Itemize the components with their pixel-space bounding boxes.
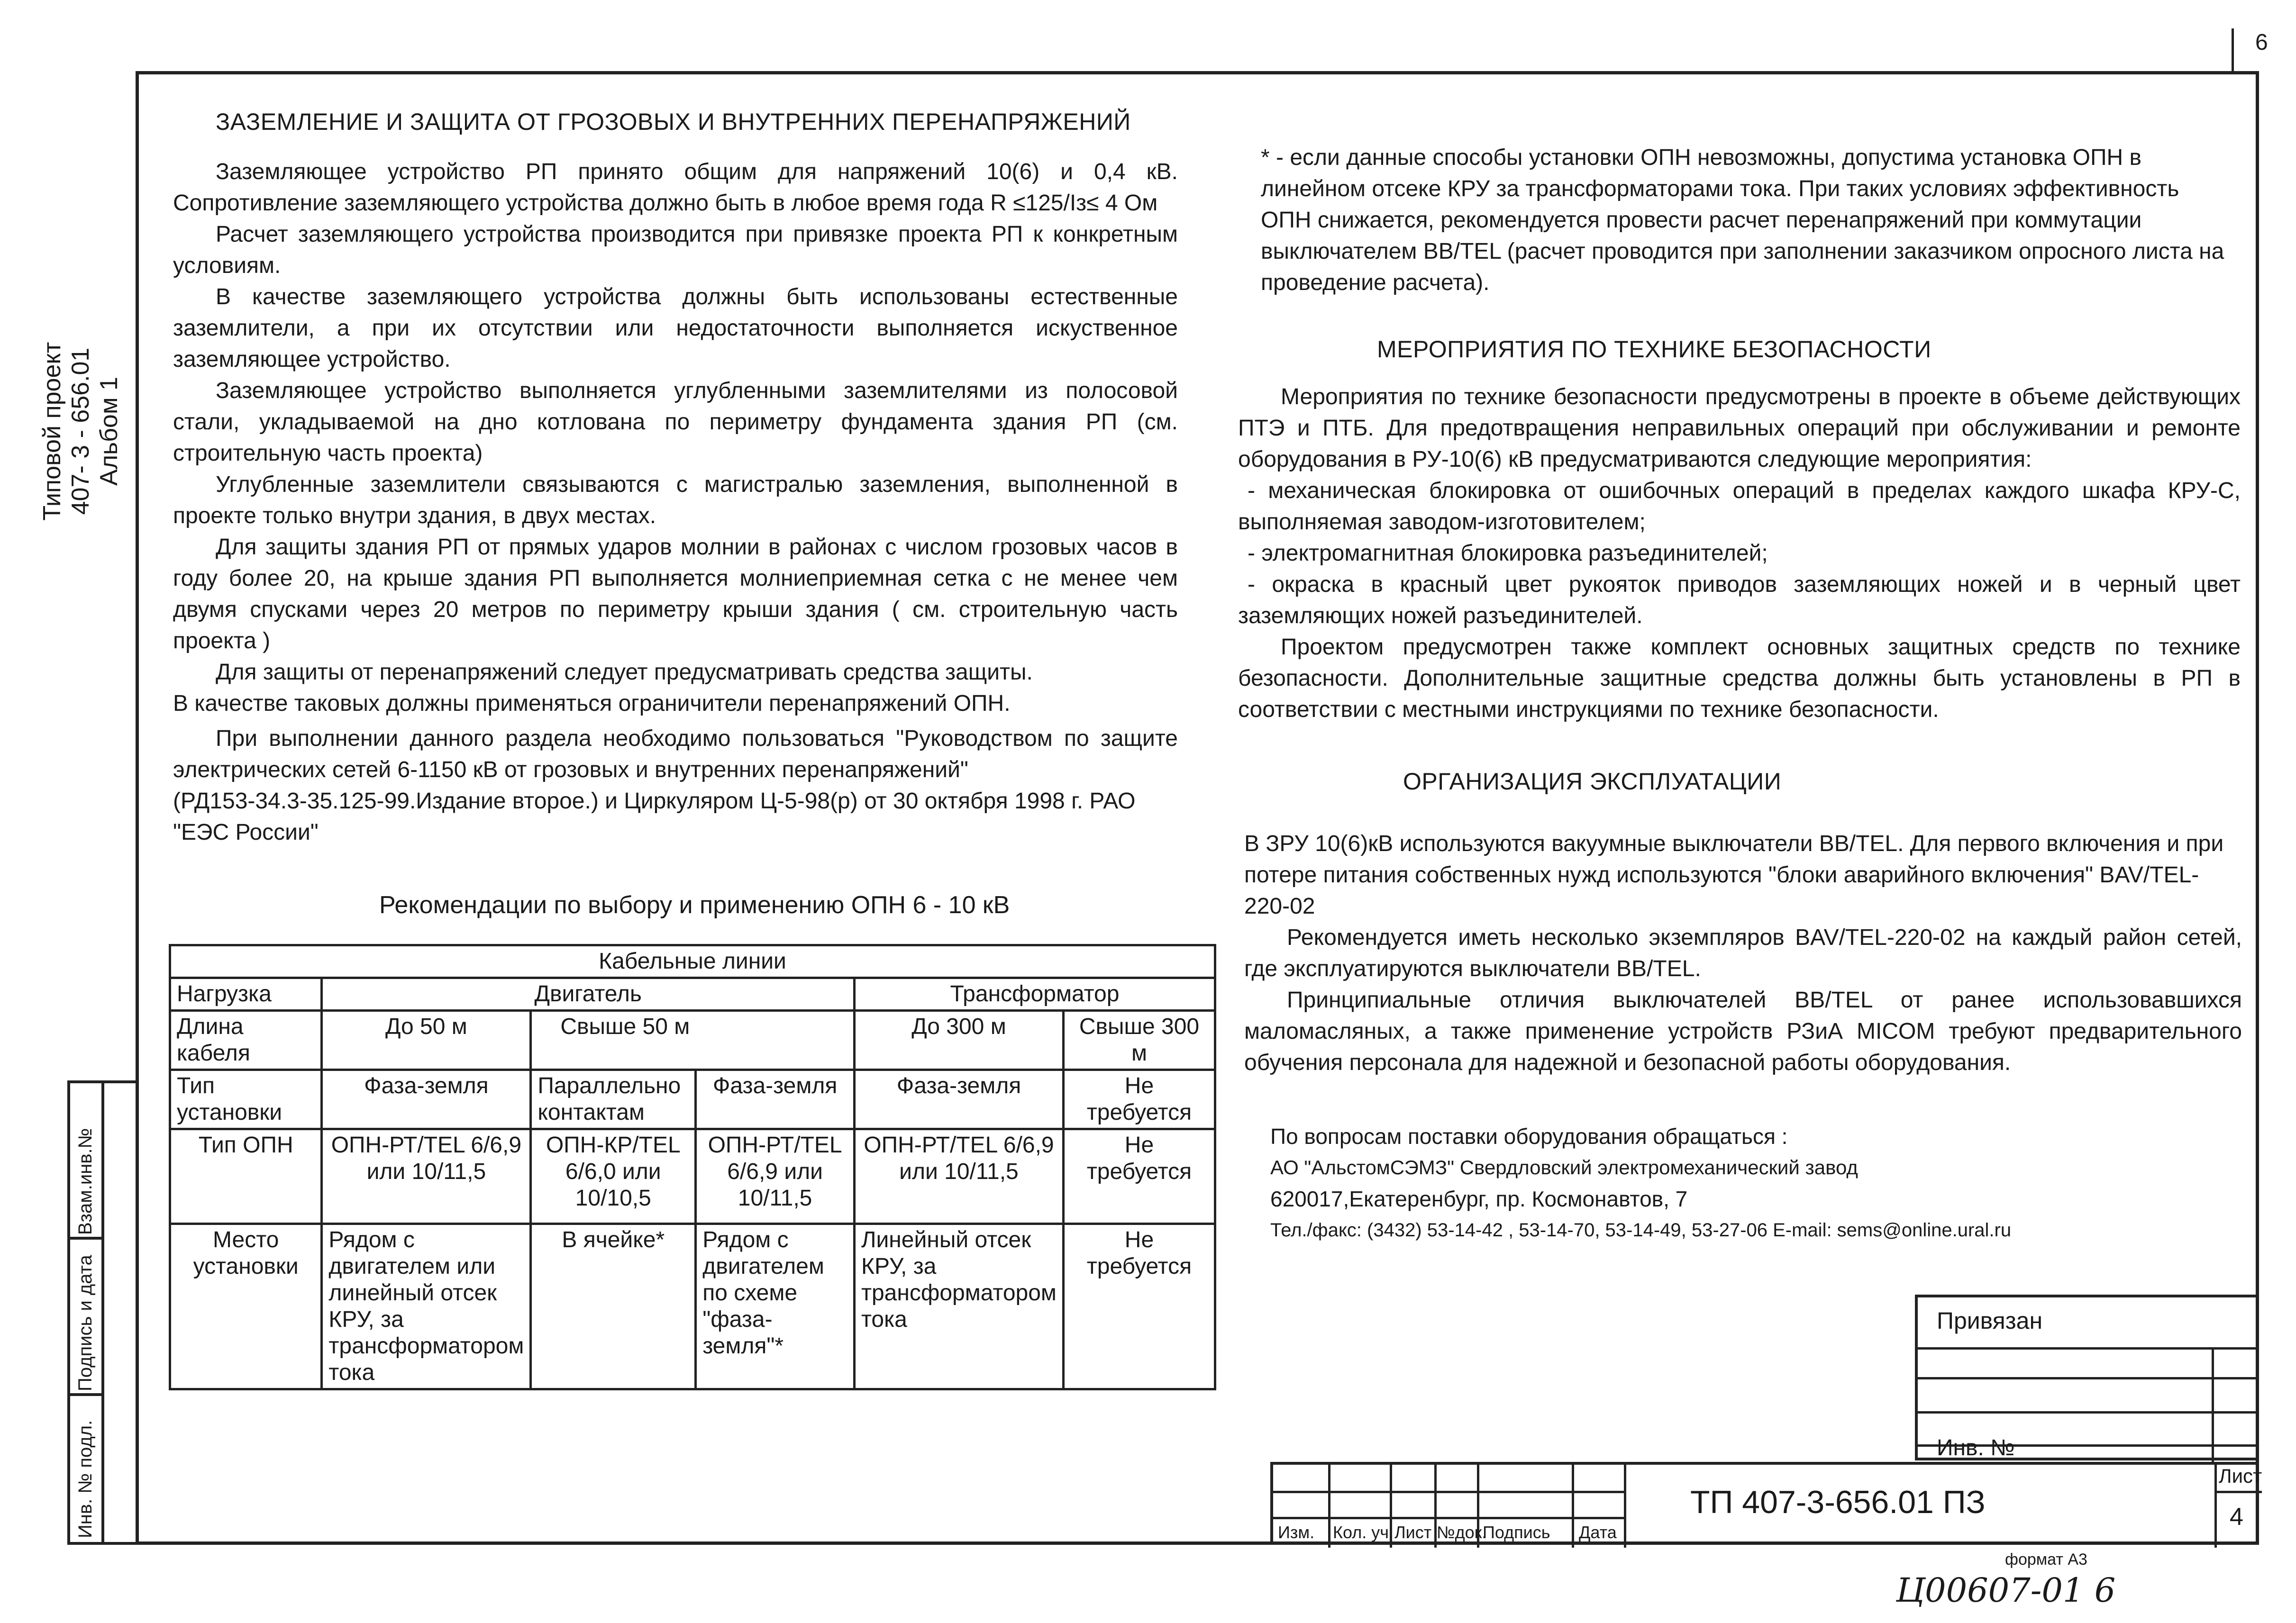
sheet-number: 4	[2230, 1503, 2243, 1531]
table-cell: Фаза-земля	[322, 1070, 531, 1129]
col-label-doc: №док.	[1437, 1523, 1487, 1542]
table-cell: Тип ОПН	[170, 1129, 322, 1224]
table-cell: В ячейке*	[531, 1224, 696, 1389]
footnote	[1261, 142, 2232, 299]
title-block	[1270, 1462, 2262, 1545]
table-cell: Не требуется	[1063, 1224, 1215, 1389]
table-cell: Рядом с двигателем по схеме "фаза-земля"*	[696, 1224, 855, 1389]
paragraph: Углубленные заземлители связываются с магистралью заземления, выполненной в проекте только внутри здания, в двух местах.	[173, 472, 1178, 528]
corner-divider	[2232, 28, 2234, 73]
paragraph: Рекомендуется иметь несколько экземпляров BAV/TEL-220-02 на каждый район сетей, где эксплуатируются выключатели ВВ/TEL.	[1244, 925, 2242, 981]
table-row	[170, 945, 1215, 978]
table-cell: Свыше 300 м	[1063, 1011, 1215, 1070]
table-cell: Свыше 50 м	[531, 1011, 855, 1070]
grounding-text	[173, 156, 1178, 848]
table-cell: Длина кабеля	[170, 1011, 322, 1070]
table-title: Рекомендации по выбору и применению ОПН 6 - 10 кВ	[379, 891, 1010, 919]
paragraph: (РД153-34.3-35.125-99.Издание второе.) и Циркуляром Ц-5-98(р) от 30 октября 1998 г. РАО "ЕЭС России"	[173, 789, 1136, 845]
document-code: ТП 407-3-656.01 ПЗ	[1690, 1484, 1986, 1520]
paragraph: В качестве заземляющего устройства должны быть использованы естественные заземлители, а при их отсутствии или недостаточности выполняется искуственное заземляющее устройство.	[173, 284, 1178, 372]
paragraph: При выполнении данного раздела необходимо пользоваться "Руководством по защите электрических сетей 6-1150 кВ от грозовых и внутренних перенапряжений"	[173, 726, 1178, 782]
table-cell: Не требуется	[1063, 1070, 1215, 1129]
side-strip	[67, 1080, 138, 1545]
side-label-signature-date: Подпись и дата	[75, 1255, 96, 1391]
table-row	[170, 1129, 1215, 1224]
footnote-text: * - если данные способы установки ОПН невозможны, допустима установка ОПН в линейном отсеке КРУ за трансформаторами тока. При таких условиях эффективность ОПН снижается, рекомендуется провести расчет перенапряжений при коммутации выключателем ВВ/TEL (расчет проводится при заполнении заказчиком опросного листа на проведение расчета).	[1261, 145, 2224, 295]
col-label-kol: Кол. уч.	[1333, 1523, 1394, 1542]
table-cell: ОПН-РТ/TEL 6/6,9 или 10/11,5	[322, 1129, 531, 1224]
table-cell: Линейный отсек КРУ, за трансформатором тока	[854, 1224, 1063, 1389]
contact-line: По вопросам поставки оборудования обращаться :	[1270, 1124, 1788, 1149]
table-row	[170, 1011, 1215, 1070]
list-item: - механическая блокировка от ошибочных операций в пределах каждого шкафа КРУ-С, выполняемая заводом-изготовителем;	[1238, 478, 2241, 535]
paragraph: В ЗРУ 10(6)кВ используются вакуумные выключатели ВВ/TEL. Для первого включения и при потере питания собственных нужд используются "блоки аварийного включения" BAV/TEL-220-02	[1244, 831, 2224, 919]
paragraph: В качестве таковых должны применяться ограничители перенапряжений ОПН.	[173, 691, 1011, 716]
side-title-line: 407- 3 - 656.01	[67, 347, 94, 515]
format-label: формат А3	[2005, 1550, 2087, 1569]
paragraph: Расчет заземляющего устройства производится при привязке проекта РП к конкретным условиям.	[173, 222, 1178, 278]
sheet-label: Лист	[2219, 1465, 2262, 1487]
col-label-izm: Изм.	[1278, 1523, 1315, 1542]
inventory-label: Инв. №	[1937, 1435, 2015, 1460]
col-label-signature: Подпись	[1483, 1523, 1550, 1542]
table-cell: До 300 м	[854, 1011, 1063, 1070]
paragraph: Принципиальные отличия выключателей ВВ/TEL от ранее использовавшихся маломасляных, а также применение устройств РЗиА MICOM требуют предварительного обучения персонала для надежной и безопасной работы оборудования.	[1244, 988, 2242, 1075]
side-title-line: Типовой проект	[38, 342, 66, 521]
table-cell: Тип установки	[170, 1070, 322, 1129]
table-cell: Фаза-земля	[854, 1070, 1063, 1129]
contact-line: АО "АльстомСЭМЗ" Свердловский электромеханический завод	[1270, 1156, 1858, 1179]
col-label-list: Лист	[1394, 1523, 1432, 1542]
table-cell: Рядом с двигателем или линейный отсек КРУ, за трансформатором тока	[322, 1224, 531, 1389]
side-label-replace-inv: Взам.инв.№	[75, 1128, 96, 1235]
col-label-date: Дата	[1579, 1523, 1617, 1542]
corner-sheet-number: 6	[2255, 30, 2268, 55]
paragraph: Мероприятия по технике безопасности предусмотрены в проекте в объеме действующих ПТЭ и ПТБ. Для предотвращения неправильных операций при обслуживании и ремонте оборудования в РУ-10(6) кВ предусматриваются следующие мероприятия:	[1238, 384, 2241, 472]
paragraph: Для защиты от перенапряжений следует предусматривать средства защиты.	[216, 660, 1033, 685]
table-cell: ОПН-РТ/TEL 6/6,9 или 10/11,5	[854, 1129, 1063, 1224]
table-cell: Место установки	[170, 1224, 322, 1389]
table-cell: Фаза-земля	[696, 1070, 855, 1129]
contact-block	[1270, 1121, 2011, 1246]
table-cell: Двигатель	[322, 978, 855, 1011]
contact-line: Тел./факс: (3432) 53-14-42 , 53-14-70, 53-14-49, 53-27-06 E-mail: sems@online.ural.ru	[1270, 1220, 2012, 1241]
paragraph: Проектом предусмотрен также комплект основных защитных средств по технике безопасности. Дополнительные защитные средства должны быть установлены в РП в соответствии с местными инструкциями по технике безопасности.	[1238, 635, 2241, 722]
table-cell: До 50 м	[322, 1011, 531, 1070]
paragraph: Для защиты здания РП от прямых ударов молнии в районах с числом грозовых часов в году более 20, на крыше здания РП выполняется молниеприемная сетка с не менее чем двумя спусками через 20 метров по периметру крыши здания ( см. строительную часть проекта )	[173, 535, 1178, 653]
table-cell: Нагрузка	[170, 978, 322, 1011]
safety-heading: МЕРОПРИЯТИЯ ПО ТЕХНИКЕ БЕЗОПАСНОСТИ	[1377, 336, 1932, 363]
binding-stamp	[1915, 1295, 2259, 1460]
contact-line: 620017,Екатеренбург, пр. Космонавтов, 7	[1270, 1187, 1688, 1211]
side-label-orig-inv: Инв. № подл.	[75, 1420, 96, 1538]
binding-label: Привязан	[1937, 1307, 2043, 1334]
operation-heading: ОРГАНИЗАЦИЯ ЭКСПЛУАТАЦИИ	[1403, 768, 1782, 795]
handwritten-archive-number: Ц00607-01 6	[1896, 1571, 2116, 1610]
paragraph: Заземляющее устройство выполняется углубленными заземлителями из полосовой стали, укладываемой на дно котлована по периметру фундамента здания РП (см. строительную часть проекта)	[173, 378, 1178, 466]
table-cell: Трансформатор	[854, 978, 1215, 1011]
operation-text	[1244, 828, 2242, 1079]
table-header-cell: Кабельные линии	[170, 945, 1215, 978]
side-title	[38, 284, 123, 578]
table-row	[170, 1070, 1215, 1129]
table-cell: ОПН-РТ/TEL 6/6,9 или 10/11,5	[696, 1129, 855, 1224]
safety-text	[1238, 381, 2241, 725]
table-row	[170, 1224, 1215, 1389]
grounding-heading: ЗАЗЕМЛЕНИЕ И ЗАЩИТА ОТ ГРОЗОВЫХ И ВНУТРЕННИХ ПЕРЕНАПРЯЖЕНИЙ	[216, 109, 1131, 135]
list-item: - электромагнитная блокировка разъединителей;	[1248, 541, 1768, 566]
paragraph: Заземляющее устройство РП принято общим для напряжений 10(6) и 0,4 кВ. Сопротивление заземляющего устройства должно быть в любое время года R ≤125/Iз≤ 4 Ом	[173, 159, 1178, 216]
opn-table	[169, 944, 1216, 1390]
table-row	[170, 978, 1215, 1011]
list-item: - окраска в красный цвет рукояток приводов заземляющих ножей и в черный цвет заземляющих ножей разъединителей.	[1238, 572, 2241, 628]
table-cell: ОПН-КР/TEL 6/6,0 или 10/10,5	[531, 1129, 696, 1224]
table-cell: Не требуется	[1063, 1129, 1215, 1224]
table-cell: Параллельно контактам	[531, 1070, 696, 1129]
side-title-line: Альбом 1	[95, 377, 123, 486]
